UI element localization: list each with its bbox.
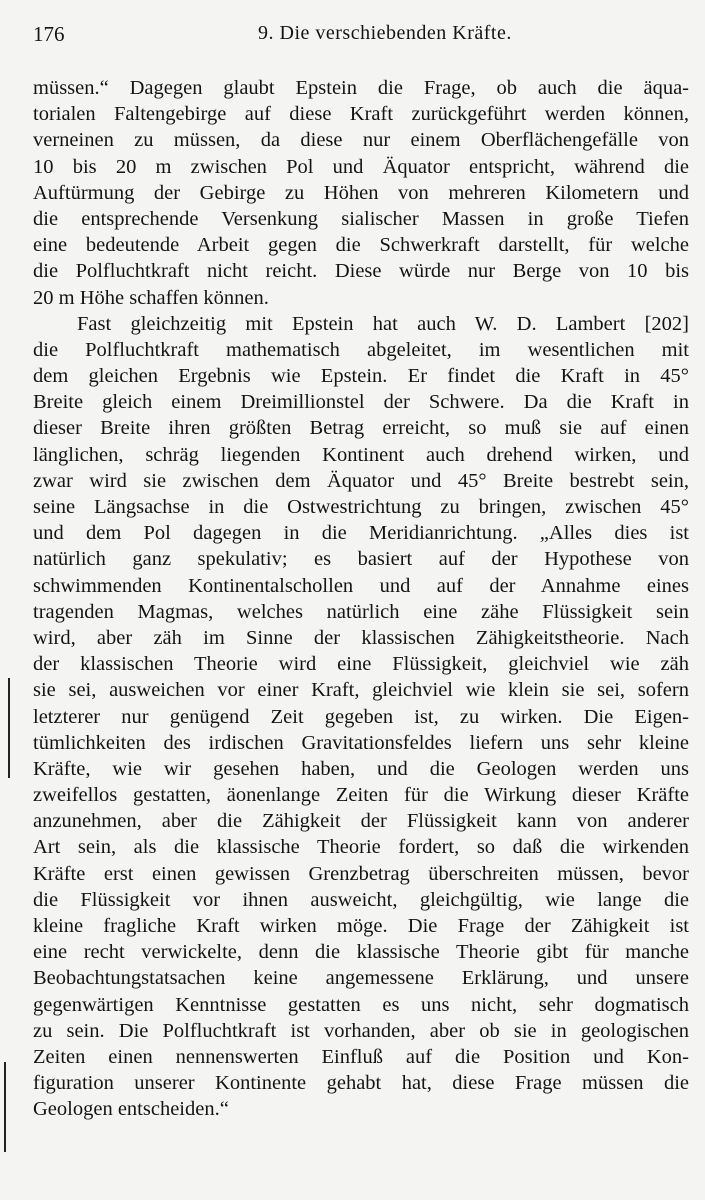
- text-line: torialen Faltengebirge auf diese Kraft zurückgeführt werden können,: [33, 103, 689, 126]
- text-line: Breite gleich einem Dreimillionstel der Schwere. Da die Kraft in: [33, 391, 689, 414]
- text-line: seine Längsachse in die Ostwestrichtung zu bringen, zwischen 45°: [33, 496, 689, 518]
- text-line: länglichen, schräg liegenden Kontinent auch drehend wirken, und: [33, 443, 689, 466]
- text-line: Zeiten einen nennenswerten Einfluß auf die Position und Kon-: [33, 1045, 689, 1068]
- text-line: die Flüssigkeit vor ihnen ausweicht, gleichgültig, wie lange die: [33, 888, 689, 911]
- text-line: Auftürmung der Gebirge zu Höhen von mehreren Kilometern und: [33, 181, 689, 204]
- text-line: anzunehmen, aber die Zähigkeit der Flüssigkeit kann von anderer: [33, 810, 689, 833]
- text-line: dieser Breite ihren größten Betrag erreicht, so muß sie auf einen: [33, 417, 689, 440]
- text-line: Beobachtungstatsachen keine angemessene Erklärung, und unsere: [33, 967, 689, 990]
- text-line: eine recht verwickelte, denn die klassische Theorie gibt für manche: [33, 941, 689, 964]
- text-line: Fast gleichzeitig mit Epstein hat auch W. D. Lambert [202]: [77, 312, 689, 335]
- text-line: zweifellos gestatten, äonenlange Zeiten für die Wirkung dieser Kräfte: [33, 784, 689, 807]
- text-line: sie sei, ausweichen vor einer Kraft, gleichviel wie klein sie sei, sofern: [33, 679, 689, 702]
- text-line: müssen.“ Dagegen glaubt Epstein die Frage, ob auch die äqua-: [33, 77, 689, 99]
- text-line: und dem Pol dagegen in die Meridianrichtung. „Alles dies ist: [33, 522, 689, 545]
- text-line: verneinen zu müssen, da diese nur einem Oberflächengefälle von: [33, 129, 689, 152]
- text-line: die Polfluchtkraft nicht reicht. Diese würde nur Berge von 10 bis: [33, 260, 689, 283]
- margin-mark-upper: [8, 678, 10, 778]
- text-line: dem gleichen Ergebnis wie Epstein. Er findet die Kraft in 45°: [33, 365, 689, 388]
- text-line: tragenden Magmas, welches natürlich eine zähe Flüssigkeit sein: [33, 600, 689, 623]
- text-line: zu sein. Die Polfluchtkraft ist vorhanden, aber ob sie in geologischen: [33, 1019, 689, 1042]
- text-line: der klassischen Theorie wird eine Flüssigkeit, gleichviel wie zäh: [33, 653, 689, 676]
- text-line: Kräfte erst einen gewissen Grenzbetrag überschreiten müssen, bevor: [33, 862, 689, 885]
- text-line: letzterer nur genügend Zeit gegeben ist, zu wirken. Die Eigen-: [33, 705, 689, 728]
- text-line: die entsprechende Versenkung sialischer Massen in große Tiefen: [33, 207, 689, 230]
- text-line: schwimmenden Kontinentalschollen und auf der Annahme eines: [33, 574, 689, 597]
- text-line: gegenwärtigen Kenntnisse gestatten es uns nicht, sehr dogmatisch: [33, 993, 689, 1016]
- running-head: 9. Die verschiebenden Kräfte.: [258, 22, 512, 44]
- text-line: tümlichkeiten des irdischen Gravitationsfeldes liefern uns sehr kleine: [33, 731, 689, 754]
- text-line: Kräfte, wie wir gesehen haben, und die Geologen werden uns: [33, 757, 689, 780]
- text-line: natürlich ganz spekulativ; es basiert auf der Hypothese von: [33, 548, 689, 571]
- body-text: [33, 75, 689, 1123]
- margin-mark-lower: [4, 1062, 6, 1152]
- text-line: Art sein, als die klassische Theorie fordert, so daß die wirkenden: [33, 836, 689, 859]
- text-line: wird, aber zäh im Sinne der klassischen Zähigkeitstheorie. Nach: [33, 626, 689, 649]
- page-header: [33, 22, 673, 52]
- text-line: kleine fragliche Kraft wirken möge. Die Frage der Zähigkeit ist: [33, 915, 689, 937]
- text-line: 10 bis 20 m zwischen Pol und Äquator entspricht, während die: [33, 155, 689, 178]
- text-line: die Polfluchtkraft mathematisch abgeleitet, im wesentlichen mit: [33, 338, 689, 361]
- page-number: 176: [33, 22, 65, 46]
- text-line: zwar wird sie zwischen dem Äquator und 45° Breite bestrebt sein,: [33, 469, 689, 492]
- text-line: figuration unserer Kontinente gehabt hat, diese Frage müssen die: [33, 1072, 689, 1095]
- text-line: eine bedeutende Arbeit gegen die Schwerkraft darstellt, für welche: [33, 234, 689, 257]
- text-line: 20 m Höhe schaffen können.: [33, 286, 269, 309]
- text-line: Geologen entscheiden.“: [33, 1098, 229, 1121]
